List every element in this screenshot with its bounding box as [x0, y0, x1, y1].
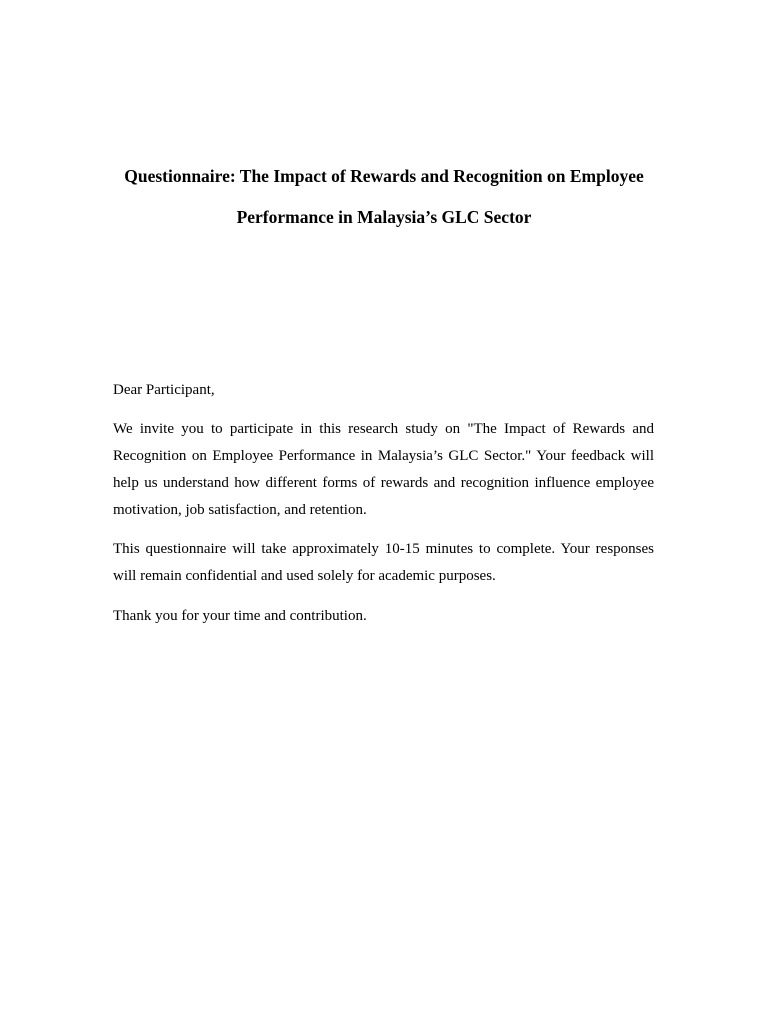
salutation: Dear Participant,	[113, 382, 215, 398]
thanks-paragraph: Thank you for your time and contribution.	[113, 608, 367, 624]
duration-paragraph: This questionnaire will take approximately 10-15 minutes to complete. Your responses will remain confidential and used solely for academic purposes.	[113, 541, 654, 584]
document-title-line-2: Performance in Malaysia’s GLC Sector	[236, 207, 532, 227]
intro-paragraph: We invite you to participate in this research study on "The Impact of Rewards and Recognition on Employee Performance in Malaysia’s GLC Sector." Your feedback will help us understand how different forms of rewards and recognition influence employee motivation, job satisfaction, and retention.	[113, 421, 654, 518]
document-title-line-1: Questionnaire: The Impact of Rewards and Recognition on Employee	[124, 166, 644, 186]
